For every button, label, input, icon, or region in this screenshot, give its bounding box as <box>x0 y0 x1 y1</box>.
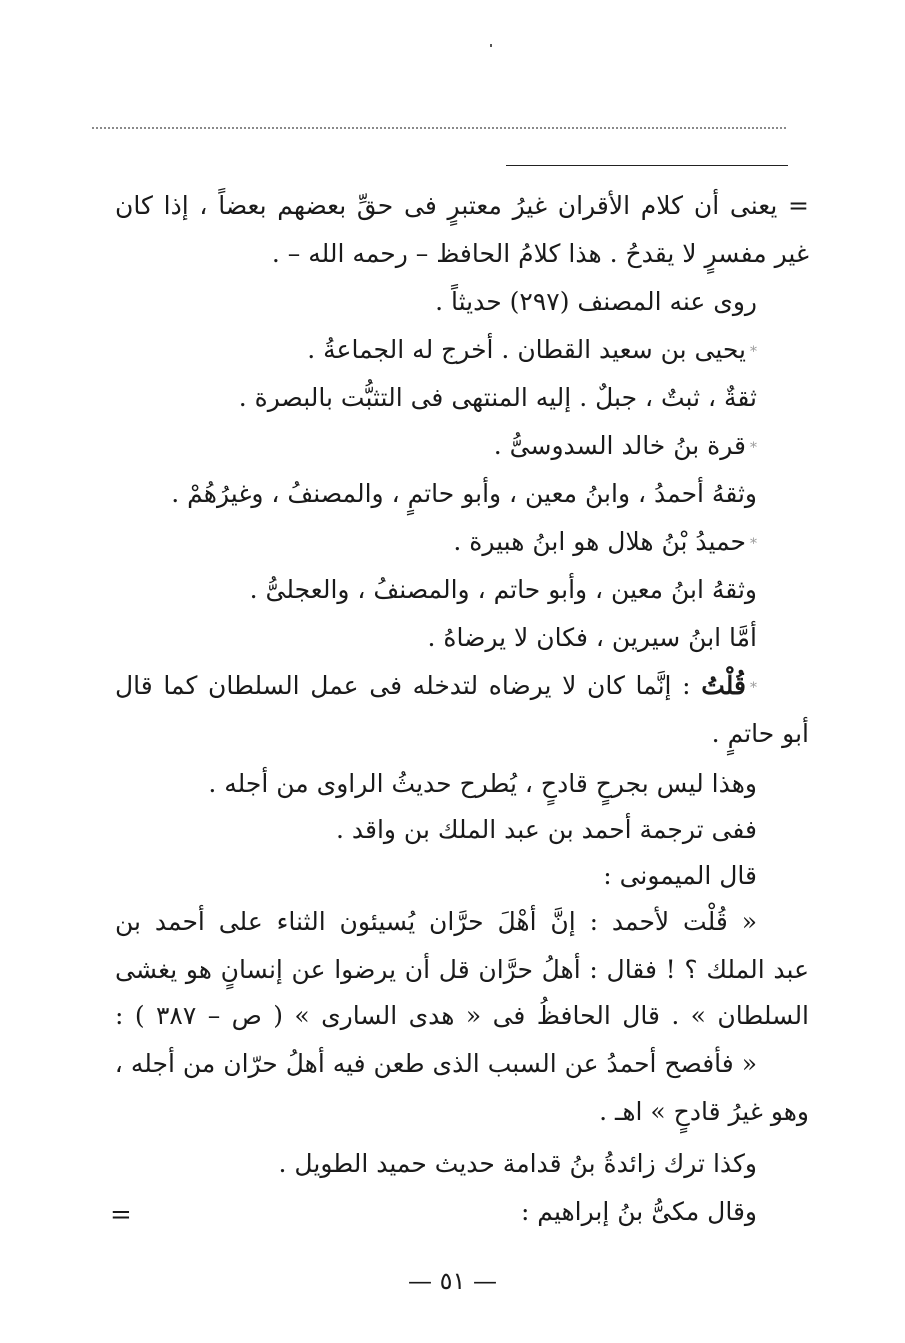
text-line-8 <box>453 524 757 562</box>
text-line-11 <box>115 668 757 706</box>
text-line-19: « فأفصح أحمدُ عن السبب الذى طعن فيه أهلُ حرّان من أجله ، <box>114 1049 757 1078</box>
text-line-10: أمَّا ابنُ سيرين ، فكان لا يرضاهُ . <box>427 623 757 652</box>
text-line-4 <box>307 332 757 370</box>
text-line-13: وهذا ليس بجرحٍ قادحٍ ، يُطرح حديثُ الراوى من أجله . <box>208 769 757 798</box>
header-dotted-rule <box>92 127 786 129</box>
text-line-22: وقال مكىُّ بنُ إبراهيم : <box>520 1197 757 1226</box>
asterisk-marker: * <box>750 439 757 456</box>
footnote-separator-rule <box>506 165 788 166</box>
line-6-text: قرة بنُ خالد السدوسىُّ . <box>493 431 746 460</box>
text-line-12: أبو حاتمٍ . <box>711 719 809 748</box>
text-line-15: قال الميمونى : <box>603 861 757 890</box>
text-line-6 <box>494 428 757 466</box>
line-8-text: حميدُ بْنُ هلال هو ابنُ هبيرة . <box>453 527 746 556</box>
text-line-9: وثقهُ ابنُ معين ، وأبو حاتم ، والمصنفُ ، والعجلىُّ . <box>249 575 757 604</box>
continuation-mark: = <box>110 1200 132 1230</box>
text-line-16: « قُلْت لأحمد : إنَّ أهْلَ حرَّان يُسيئون الثناء على أحمد بن <box>115 907 757 936</box>
asterisk-marker: * <box>750 343 757 360</box>
text-line-5: ثقةٌ ، ثبتٌ ، جبلٌ . إليه المنتهى فى التثبُّت بالبصرة . <box>238 383 757 412</box>
text-line-2: غير مفسرٍ لا يقدحُ . هذا كلامُ الحافظ – رحمه الله – . <box>271 239 809 268</box>
line-4-text: يحيى بن سعيد القطان . أخرج له الجماعةُ . <box>307 335 746 364</box>
line-11-text: : إنَّما كان لا يرضاه لتدخله فى عمل السلطان كما قال <box>115 671 691 700</box>
text-line-21: وكذا ترك زائدةُ بنُ قدامة حديث حميد الطويل . <box>278 1149 757 1178</box>
text-line-3: روى عنه المصنف (٢٩٧) حديثاً . <box>435 287 757 316</box>
asterisk-marker: * <box>750 535 757 552</box>
text-line-1: = يعنى أن كلام الأقران غيرُ معتبرٍ فى حقِّ بعضهم بعضاً ، إذا كان <box>115 191 809 220</box>
text-line-14: ففى ترجمة أحمد بن عبد الملك بن واقد . <box>335 815 757 844</box>
text-line-18: السلطان » . قال الحافظُ فى « هدى السارى » ( ص – ٣٨٧ ) : <box>115 1001 810 1030</box>
qultu-word: قُلْتُ <box>701 671 746 700</box>
text-line-17: عبد الملك ؟ ! فقال : أهلُ حرَّان قل أن يرضوا عن إنسانٍ هو يغشى <box>115 955 809 984</box>
asterisk-marker: * <box>750 679 757 696</box>
page-number: — ٥١ — <box>407 1267 498 1295</box>
text-line-20: وهو غيرُ قادحٍ » اهـ . <box>599 1097 809 1126</box>
scan-speck <box>490 44 492 47</box>
text-line-7: وثقهُ أحمدُ ، وابنُ معين ، وأبو حاتمٍ ، والمصنفُ ، وغيرُهُمْ . <box>171 479 757 508</box>
